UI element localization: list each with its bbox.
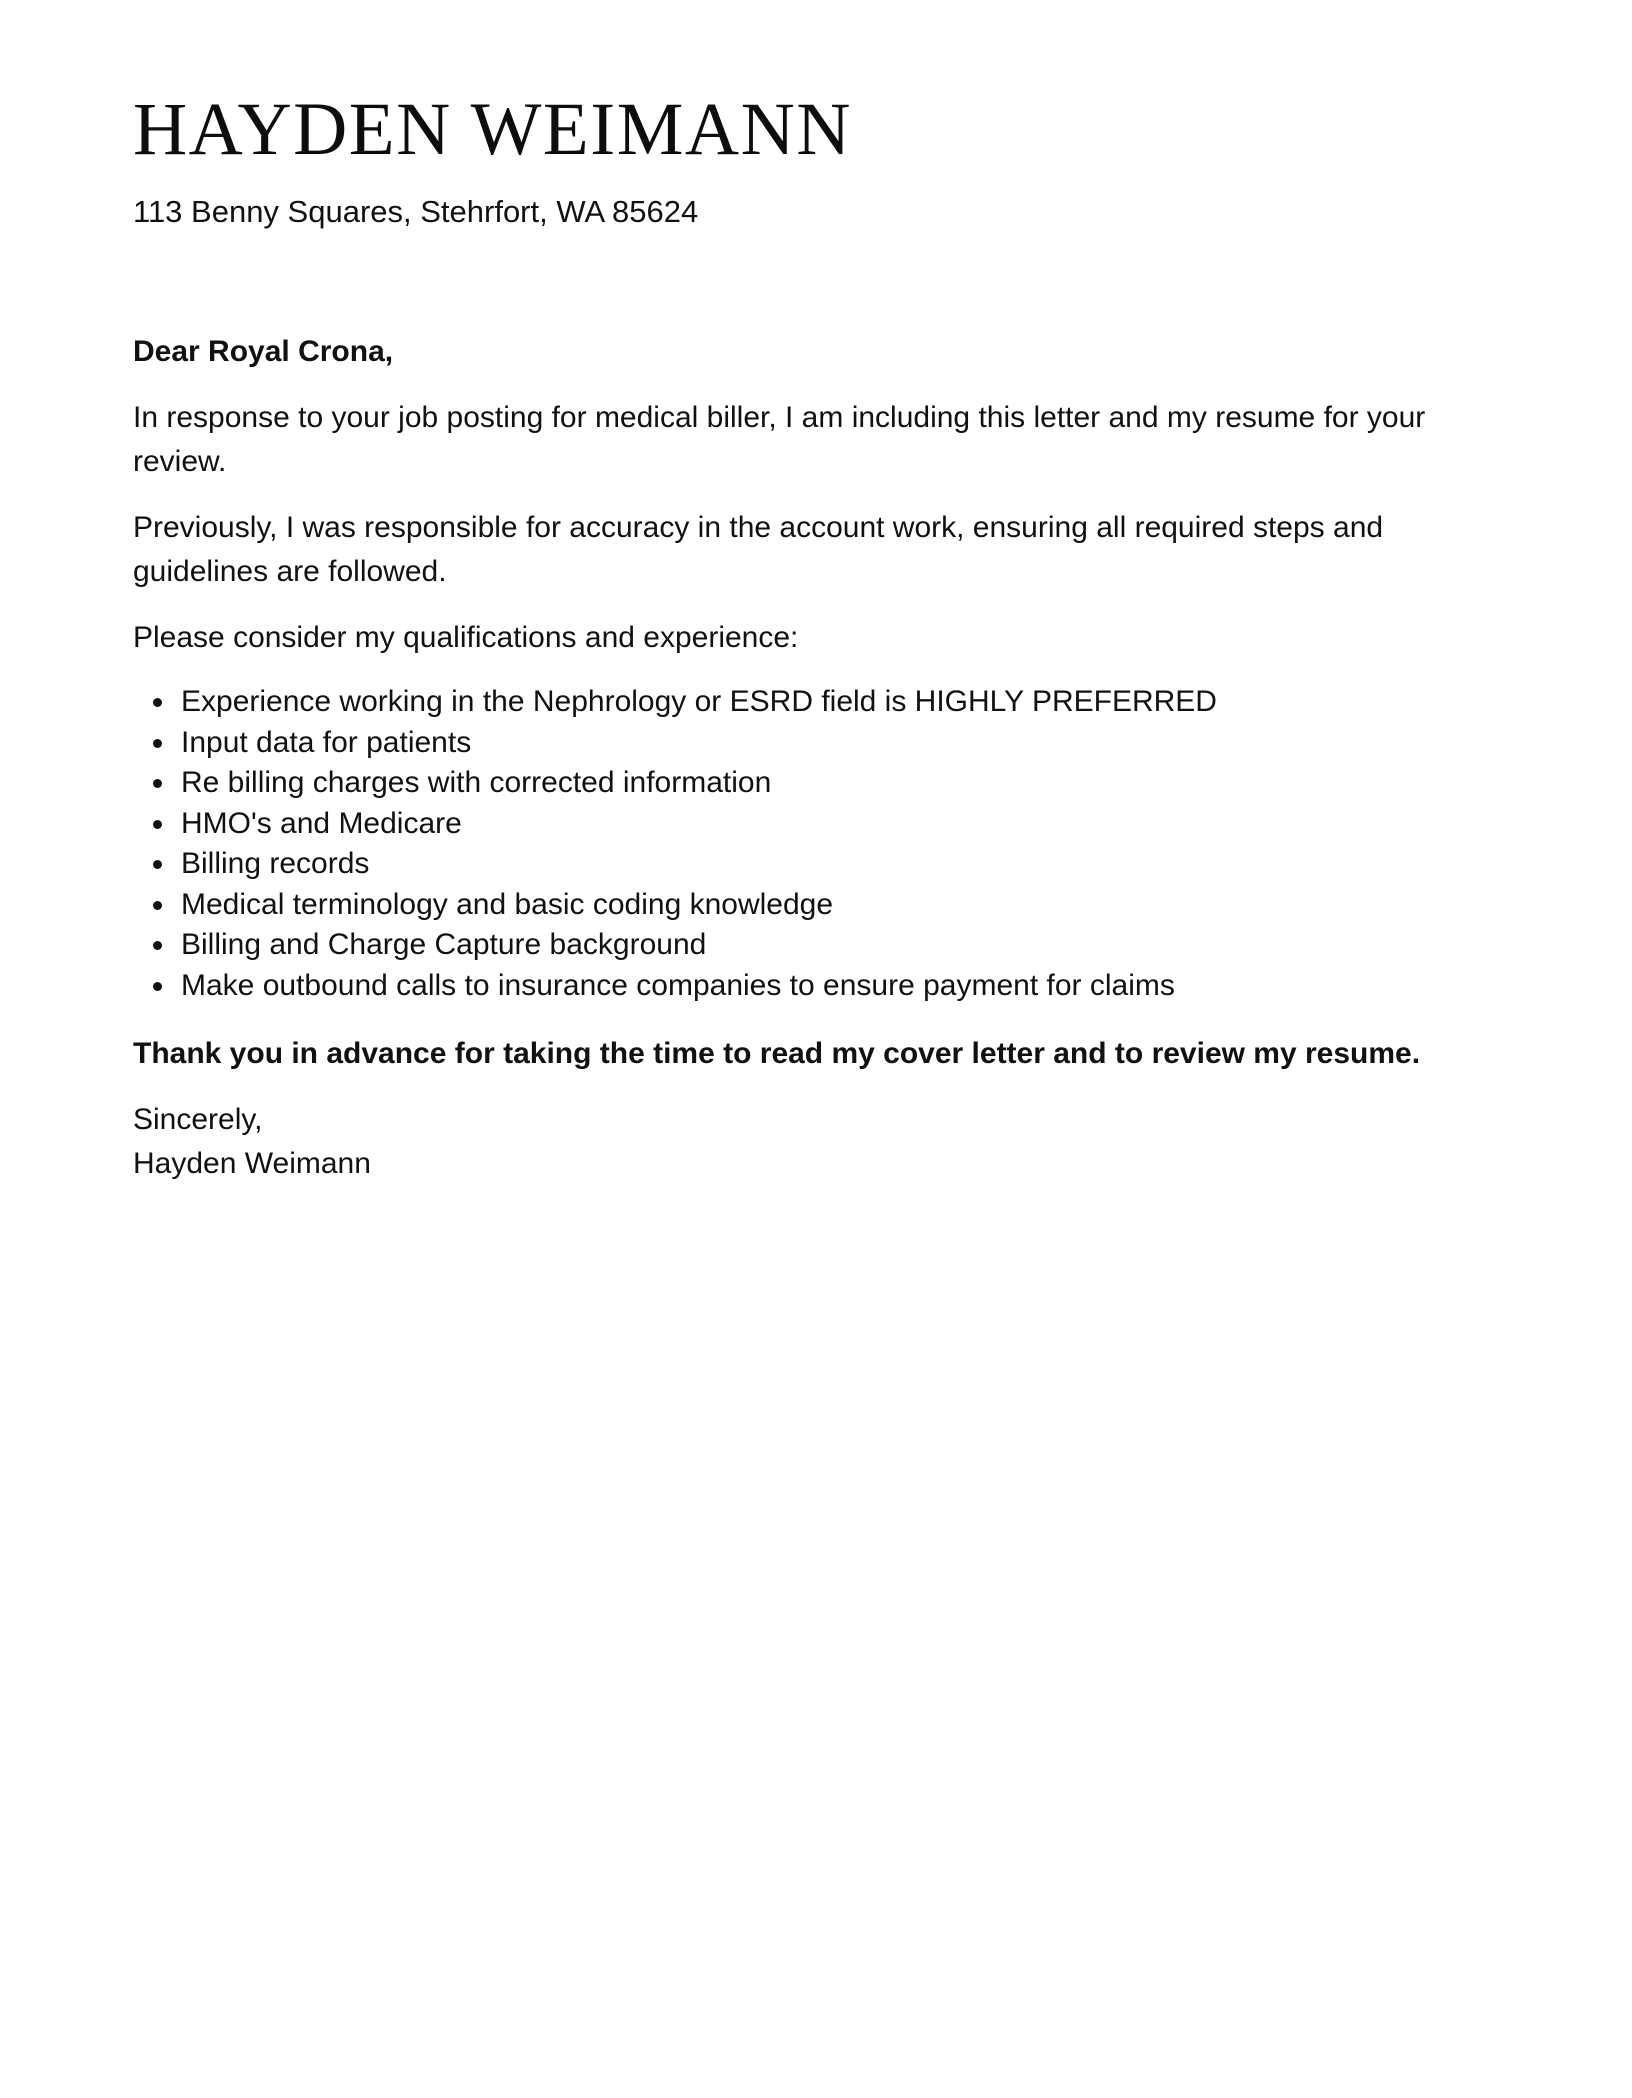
salutation: Dear Royal Crona, — [133, 335, 394, 368]
bullet-icon — [153, 739, 162, 748]
valediction: Sincerely, — [133, 1103, 263, 1136]
qualifications-list — [133, 682, 1503, 1006]
list-item-text: Make outbound calls to insurance companies to ensure payment for claims — [181, 968, 1175, 1002]
list-item — [181, 804, 1503, 845]
list-item — [181, 682, 1503, 723]
qualifications-intro: Please consider my qualifications and experience: — [133, 621, 799, 654]
bullet-icon — [153, 779, 162, 788]
list-item — [181, 966, 1503, 1007]
bullet-icon — [153, 901, 162, 910]
applicant-name: HAYDEN WEIMANN — [133, 88, 852, 171]
list-item-text: Billing and Charge Capture background — [181, 928, 707, 961]
list-item — [181, 763, 1503, 804]
list-item-text: Medical terminology and basic coding knowledge — [181, 887, 834, 921]
list-item-text: Billing records — [181, 847, 370, 880]
experience-paragraph: Previously, I was responsible for accuracy in the account work, ensuring all required steps and guidelines are followed. — [133, 511, 1384, 588]
intro-paragraph: In response to your job posting for medical biller, I am including this letter and my resume for your review. — [133, 401, 1426, 478]
bullet-icon — [153, 820, 162, 829]
signature-name: Hayden Weimann — [133, 1147, 371, 1180]
bullet-icon — [153, 698, 162, 707]
list-item-text: Experience working in the Nephrology or ESRD field is HIGHLY PREFERRED — [181, 685, 1217, 718]
applicant-address: 113 Benny Squares, Stehrfort, WA 85624 — [133, 194, 699, 229]
list-item-text: Input data for patients — [181, 725, 472, 759]
letter-body — [133, 330, 1503, 1186]
list-item-text: Re billing charges with corrected information — [181, 766, 772, 799]
list-item — [181, 723, 1503, 764]
list-item — [181, 925, 1503, 966]
list-item-text: HMO's and Medicare — [181, 806, 462, 840]
closing-line: Thank you in advance for taking the time to read my cover letter and to review my resume. — [133, 1037, 1421, 1070]
bullet-icon — [153, 860, 162, 869]
list-item — [181, 885, 1503, 926]
bullet-icon — [153, 941, 162, 950]
bullet-icon — [153, 982, 162, 991]
list-item — [181, 844, 1503, 885]
